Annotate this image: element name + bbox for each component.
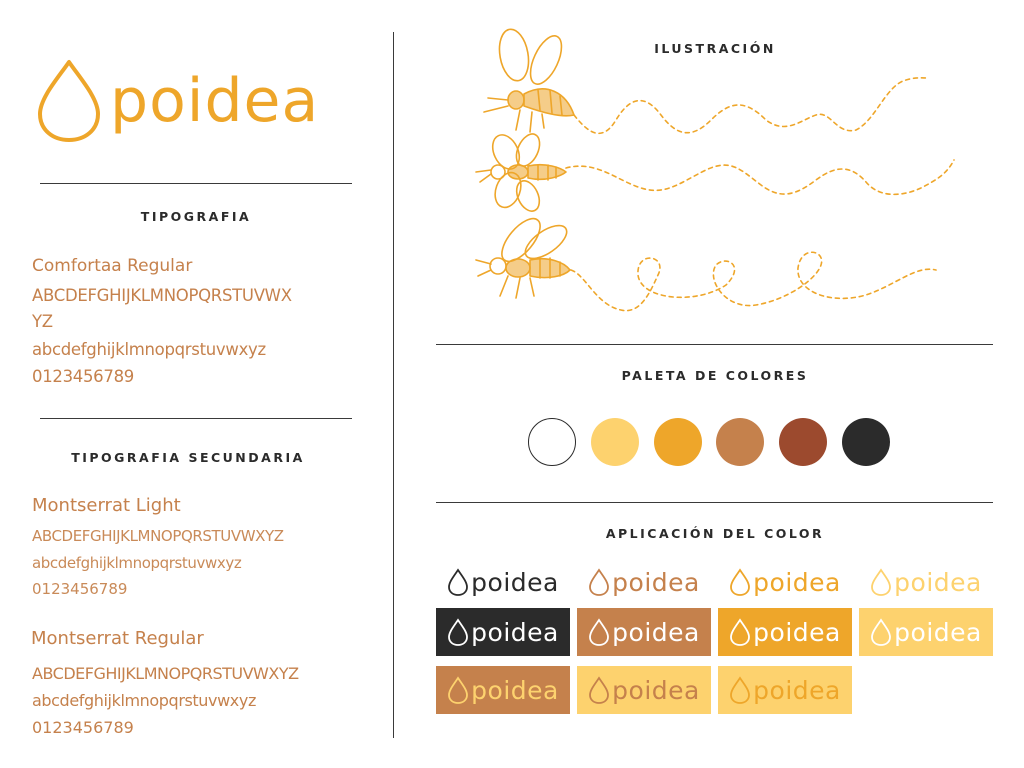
secondary-regular-lowercase: abcdefghijklmnopqrstuvwxyz xyxy=(32,691,256,710)
secondary-light-lowercase: abcdefghijklmnopqrstuvwxyz xyxy=(32,554,242,572)
bee-illustration xyxy=(436,20,996,330)
secondary-regular-digits: 0123456789 xyxy=(32,718,134,737)
bee-trail xyxy=(574,78,928,134)
color-swatch-white xyxy=(528,418,576,466)
logo-tile xyxy=(718,608,852,656)
logo-tile xyxy=(718,666,852,714)
main-logo xyxy=(36,58,346,148)
section-heading-ilustracion: ILUSTRACIÓN xyxy=(654,41,776,56)
logo-tile xyxy=(718,558,852,606)
drop-logo-icon xyxy=(729,568,751,596)
divider xyxy=(436,502,993,503)
primary-digits: 0123456789 xyxy=(32,367,134,386)
logo-tile xyxy=(436,558,570,606)
divider xyxy=(40,418,352,419)
color-swatch-charcoal xyxy=(842,418,890,466)
primary-uppercase-line2: YZ xyxy=(32,312,53,331)
logo-tile-wordmark: poidea xyxy=(894,567,982,597)
primary-uppercase-line1: ABCDEFGHIJKLMNOPQRSTUVWX xyxy=(32,286,292,305)
color-swatch-rust xyxy=(779,418,827,466)
drop-logo-icon xyxy=(870,618,892,646)
drop-logo-icon xyxy=(870,568,892,596)
bee-trail xyxy=(566,160,954,194)
drop-logo-icon xyxy=(588,618,610,646)
color-swatch-amber xyxy=(654,418,702,466)
drop-logo-icon xyxy=(729,676,751,704)
primary-font-name: Comfortaa Regular xyxy=(32,256,193,276)
divider xyxy=(436,344,993,345)
logo-tile-wordmark: poidea xyxy=(612,567,700,597)
section-heading-tipografia: TIPOGRAFIA xyxy=(140,209,252,224)
bee-trail xyxy=(571,252,936,310)
brand-wordmark: poidea xyxy=(110,66,320,136)
logo-tile xyxy=(577,666,711,714)
secondary-light-font-name: Montserrat Light xyxy=(32,495,181,516)
drop-logo-icon xyxy=(447,676,469,704)
logo-tile xyxy=(859,558,993,606)
color-swatch-tan xyxy=(716,418,764,466)
drop-logo-icon xyxy=(588,568,610,596)
secondary-light-uppercase: ABCDEFGHIJKLMNOPQRSTUVWXYZ xyxy=(32,527,284,545)
logo-tile-wordmark: poidea xyxy=(612,675,700,705)
drop-logo-icon xyxy=(447,618,469,646)
primary-lowercase: abcdefghijklmnopqrstuvwxyz xyxy=(32,340,266,359)
secondary-regular-font-name: Montserrat Regular xyxy=(31,628,204,649)
logo-tile xyxy=(577,558,711,606)
divider xyxy=(40,183,352,184)
logo-tile-wordmark: poidea xyxy=(471,617,559,647)
column-divider xyxy=(393,32,394,738)
drop-logo-icon xyxy=(729,618,751,646)
secondary-regular-uppercase: ABCDEFGHIJKLMNOPQRSTUVWXYZ xyxy=(32,664,299,683)
logo-tile-wordmark: poidea xyxy=(753,567,841,597)
logo-tile-wordmark: poidea xyxy=(471,675,559,705)
logo-tile-wordmark: poidea xyxy=(471,567,559,597)
logo-tile-wordmark: poidea xyxy=(753,617,841,647)
logo-tile-wordmark: poidea xyxy=(894,617,982,647)
section-heading-aplicacion: APLICACIÓN DEL COLOR xyxy=(605,526,825,541)
color-swatch-light-yellow xyxy=(591,418,639,466)
drop-logo-icon xyxy=(588,676,610,704)
drop-logo-icon xyxy=(447,568,469,596)
logo-tile xyxy=(436,608,570,656)
secondary-light-digits: 0123456789 xyxy=(32,580,128,598)
logo-tile xyxy=(436,666,570,714)
section-heading-tipografia-secundaria: TIPOGRAFIA SECUNDARIA xyxy=(71,450,305,465)
section-heading-paleta: PALETA DE COLORES xyxy=(621,368,809,383)
logo-tile-wordmark: poidea xyxy=(612,617,700,647)
logo-tile xyxy=(577,608,711,656)
drop-logo-icon xyxy=(36,58,102,144)
logo-tile xyxy=(859,608,993,656)
logo-tile-wordmark: poidea xyxy=(753,675,841,705)
